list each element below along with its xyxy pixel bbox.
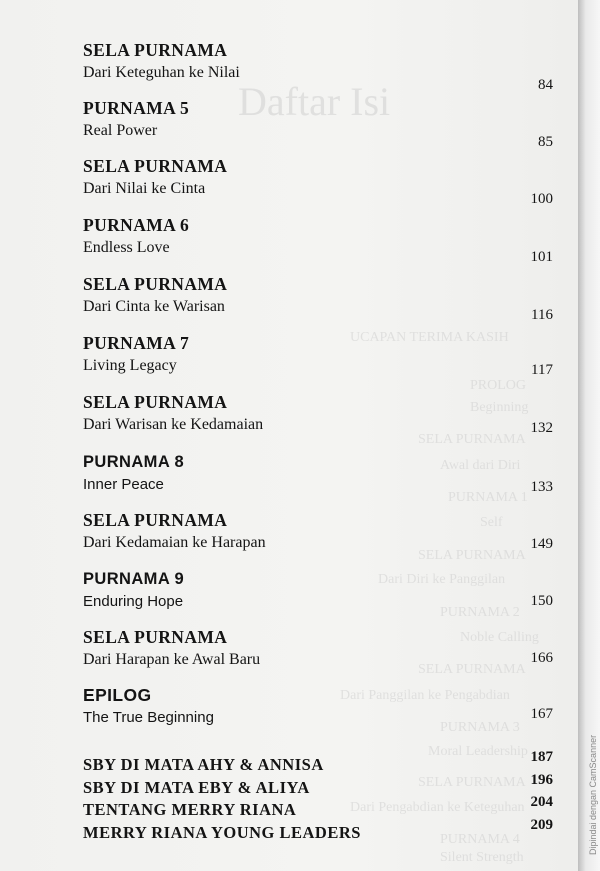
- toc-section-heading: PURNAMA 7: [83, 333, 190, 353]
- bleed-through-line: Awal dari Diri: [440, 458, 521, 473]
- toc-entry: [83, 685, 553, 728]
- bleed-through-line: Noble Calling: [460, 630, 539, 645]
- toc-chapter-title: Enduring Hope: [83, 593, 184, 610]
- bleed-through-line: SELA PURNAMA: [418, 432, 526, 447]
- toc-section-heading: PURNAMA 5: [83, 98, 190, 118]
- toc-chapter-title: Dari Harapan ke Awal Baru: [83, 651, 261, 668]
- toc-page-number: 149: [530, 536, 553, 552]
- toc-page-number: 116: [531, 307, 553, 323]
- toc-page-number: 204: [530, 794, 553, 810]
- toc-chapter-title: Dari Cinta ke Warisan: [83, 298, 225, 315]
- toc-page-number: 85: [538, 134, 553, 150]
- toc-entry: [83, 333, 553, 376]
- bleed-through-line: Dari Pengabdian ke Keteguhan: [350, 800, 525, 815]
- toc-chapter-title: Dari Warisan ke Kedamaian: [83, 416, 264, 433]
- toc-page-number: 84: [538, 77, 553, 93]
- toc-section-heading: SELA PURNAMA: [83, 510, 228, 530]
- toc-chapter-title: Real Power: [83, 122, 158, 139]
- toc-chapter-title: Endless Love: [83, 239, 170, 256]
- toc-appendix-title: SBY DI MATA AHY & ANNISA: [83, 755, 324, 774]
- toc-page-number: 187: [530, 749, 553, 765]
- bleed-through-line: SELA PURNAMA: [418, 548, 526, 563]
- toc-section-heading: SELA PURNAMA: [83, 392, 228, 412]
- toc-appendix-row: [83, 816, 553, 846]
- bleed-through-line: Beginning: [470, 400, 529, 415]
- toc-page-number: 166: [530, 650, 553, 666]
- toc-section-heading: PURNAMA 8: [83, 453, 185, 471]
- toc-page-number: 100: [530, 191, 553, 207]
- toc-chapter-title: Dari Nilai ke Cinta: [83, 180, 206, 197]
- bleed-through-title: Daftar Isi: [238, 79, 391, 124]
- toc-page-number: 117: [531, 362, 553, 378]
- bleed-through-line: Dari Panggilan ke Pengabdian: [340, 688, 510, 703]
- bleed-through-line: PROLOG: [470, 378, 527, 393]
- bleed-through-line: PURNAMA 1: [448, 490, 528, 505]
- toc-section-heading: SELA PURNAMA: [83, 40, 228, 60]
- toc-section-heading: SELA PURNAMA: [83, 156, 228, 176]
- toc-entry: [83, 156, 553, 207]
- toc-chapter-title: Living Legacy: [83, 357, 177, 374]
- toc-chapter-title: Inner Peace: [83, 476, 164, 493]
- bleed-through-line: SELA PURNAMA: [418, 662, 526, 677]
- bleed-through-line: PURNAMA 2: [440, 605, 520, 620]
- toc-appendix-row: [83, 771, 553, 801]
- toc-chapter-title: The True Beginning: [83, 709, 214, 726]
- scanner-watermark: [583, 700, 597, 860]
- bleed-through-line: Self: [480, 515, 503, 530]
- bleed-through-line: Moral Leadership: [428, 744, 528, 759]
- toc-page-number: 132: [530, 420, 553, 436]
- bleed-through-line: Dari Diri ke Panggilan: [378, 572, 506, 587]
- toc-section-heading: SELA PURNAMA: [83, 274, 228, 294]
- bleed-through-line: SELA PURNAMA: [418, 775, 526, 790]
- toc-page-number: 150: [530, 593, 553, 609]
- bleed-through-line: UCAPAN TERIMA KASIH: [350, 330, 509, 345]
- bleed-through-line: PURNAMA 3: [440, 720, 520, 735]
- toc-section-heading: PURNAMA 9: [83, 570, 185, 588]
- bleed-through-line: PURNAMA 4: [440, 832, 520, 847]
- toc-entry: [83, 392, 553, 435]
- toc-entry: [83, 452, 553, 495]
- toc-chapter-title: Dari Kedamaian ke Harapan: [83, 534, 266, 551]
- scanner-watermark-text: Dipindai dengan CamScanner: [588, 734, 598, 855]
- toc-appendix-title: MERRY RIANA YOUNG LEADERS: [83, 822, 361, 842]
- toc-chapter-title: Dari Keteguhan ke Nilai: [83, 64, 240, 81]
- toc-entry: [83, 98, 553, 150]
- toc-page-number: 101: [530, 249, 553, 265]
- toc-entry: [83, 569, 553, 612]
- toc-appendix-row: [83, 794, 553, 823]
- toc-page-number: 196: [530, 771, 553, 788]
- toc-section-heading: SELA PURNAMA: [83, 627, 228, 647]
- toc-entry: [83, 627, 553, 670]
- toc-page-number: 209: [530, 816, 553, 833]
- toc-appendix-title: SBY DI MATA EBY & ALIYA: [83, 777, 310, 797]
- toc-appendix-title: TENTANG MERRY RIANA: [83, 800, 297, 819]
- toc-entry: [83, 215, 553, 265]
- toc-entry: [83, 510, 553, 553]
- toc-page-number: 133: [530, 479, 553, 495]
- toc-page-number: 167: [530, 706, 553, 722]
- toc-section-heading: PURNAMA 6: [83, 215, 190, 235]
- toc-entry: [83, 274, 553, 323]
- toc-entry: [83, 40, 553, 93]
- bleed-through-line: Silent Strength: [440, 850, 524, 865]
- toc-section-heading: EPILOG: [83, 685, 152, 705]
